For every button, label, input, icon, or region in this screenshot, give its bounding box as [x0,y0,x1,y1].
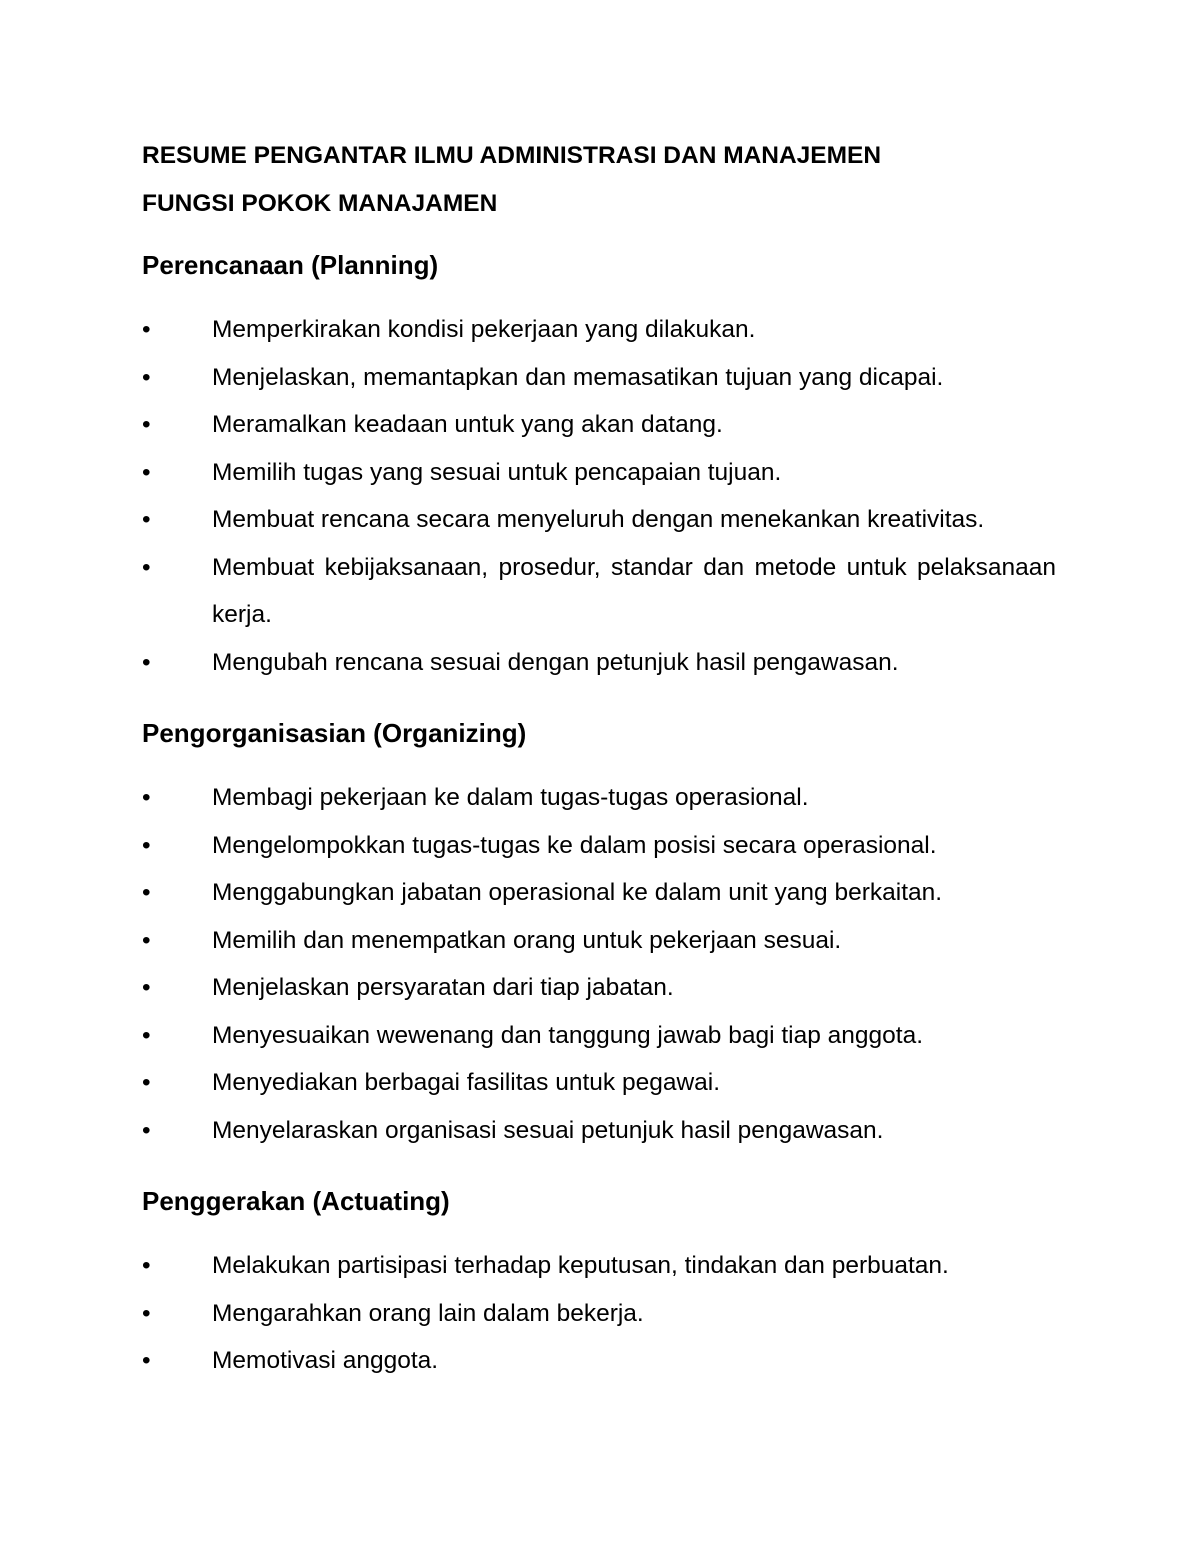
bullet-icon: • [142,974,151,1001]
section-planning [142,248,1056,686]
list-item [142,964,1056,1012]
bullet-icon: • [142,316,151,343]
list-item [142,1012,1056,1060]
list-item-text: Mengelompokkan tugas-tugas ke dalam posisi secara operasional. [212,831,937,859]
list-item [142,917,1056,965]
bullet-icon: • [142,926,151,954]
bullet-list [142,774,1056,1154]
section-heading: Perencanaan (Planning) [142,250,439,280]
list-item-text: Menjelaskan, memantapkan dan memasatikan tujuan yang dicapai. [212,363,944,391]
bullet-icon: • [142,784,151,811]
list-item-text: Meramalkan keadaan untuk yang akan datang. [212,411,723,438]
document-title: RESUME PENGANTAR ILMU ADMINISTRASI DAN MANAJEMEN [142,142,882,169]
list-item-text: Menyelaraskan organisasi sesuai petunjuk hasil pengawasan. [212,1116,884,1144]
list-item [142,306,1056,354]
bullet-list [142,306,1056,686]
list-item-text: Memotivasi anggota. [212,1347,439,1374]
bullet-icon: • [142,411,151,438]
bullet-icon: • [142,1252,151,1279]
bullet-icon: • [142,363,151,391]
list-item [142,639,1056,687]
list-item-text: Membuat rencana secara menyeluruh dengan menekankan kreativitas. [212,506,985,533]
document-page [142,140,1056,1415]
list-item [142,401,1056,449]
list-item [142,822,1056,870]
section-heading: Penggerakan (Actuating) [142,1186,450,1216]
list-item-text: Membagi pekerjaan ke dalam tugas-tugas operasional. [212,784,809,811]
list-item [142,1242,1056,1290]
list-item-text: Memilih dan menempatkan orang untuk pekerjaan sesuai. [212,926,842,954]
section-actuating [142,1184,1056,1385]
bullet-icon: • [142,506,151,533]
list-item-text: Mengarahkan orang lain dalam bekerja. [212,1299,644,1327]
bullet-icon: • [142,1021,151,1049]
bullet-list [142,1242,1056,1385]
bullet-icon: • [142,458,151,486]
section-heading: Pengorganisasian (Organizing) [142,718,527,748]
bullet-icon: • [142,553,151,581]
list-item-text: Memperkirakan kondisi pekerjaan yang dilakukan. [212,316,756,343]
bullet-icon: • [142,831,151,859]
section-organizing [142,716,1056,1154]
bullet-icon: • [142,1299,151,1327]
list-item [142,354,1056,402]
bullet-icon: • [142,879,151,906]
list-item-text: Menyediakan berbagai fasilitas untuk pegawai. [212,1069,721,1096]
list-item [142,1290,1056,1338]
list-item [142,449,1056,497]
bullet-icon: • [142,1347,151,1374]
list-item [142,869,1056,917]
list-item-text: Menjelaskan persyaratan dari tiap jabatan. [212,974,674,1001]
bullet-icon: • [142,648,151,676]
list-item [142,496,1056,544]
list-item [142,1107,1056,1155]
list-item [142,1059,1056,1107]
bullet-icon: • [142,1116,151,1144]
list-item [142,1337,1056,1385]
list-item [142,774,1056,822]
list-item-text: Menyesuaikan wewenang dan tanggung jawab bagi tiap anggota. [212,1021,924,1049]
list-item [142,544,1056,639]
list-item-text: Mengubah rencana sesuai dengan petunjuk hasil pengawasan. [212,648,899,676]
list-item-text: Melakukan partisipasi terhadap keputusan, tindakan dan perbuatan. [212,1252,949,1279]
list-item-text: Menggabungkan jabatan operasional ke dalam unit yang berkaitan. [212,879,943,906]
list-item-text: Memilih tugas yang sesuai untuk pencapaian tujuan. [212,458,782,486]
document-subtitle: FUNGSI POKOK MANAJAMEN [142,190,498,217]
bullet-icon: • [142,1069,151,1096]
list-item-text: Membuat kebijaksanaan, prosedur, standar dan metode untuk pelaksanaan kerja. [212,553,1056,628]
